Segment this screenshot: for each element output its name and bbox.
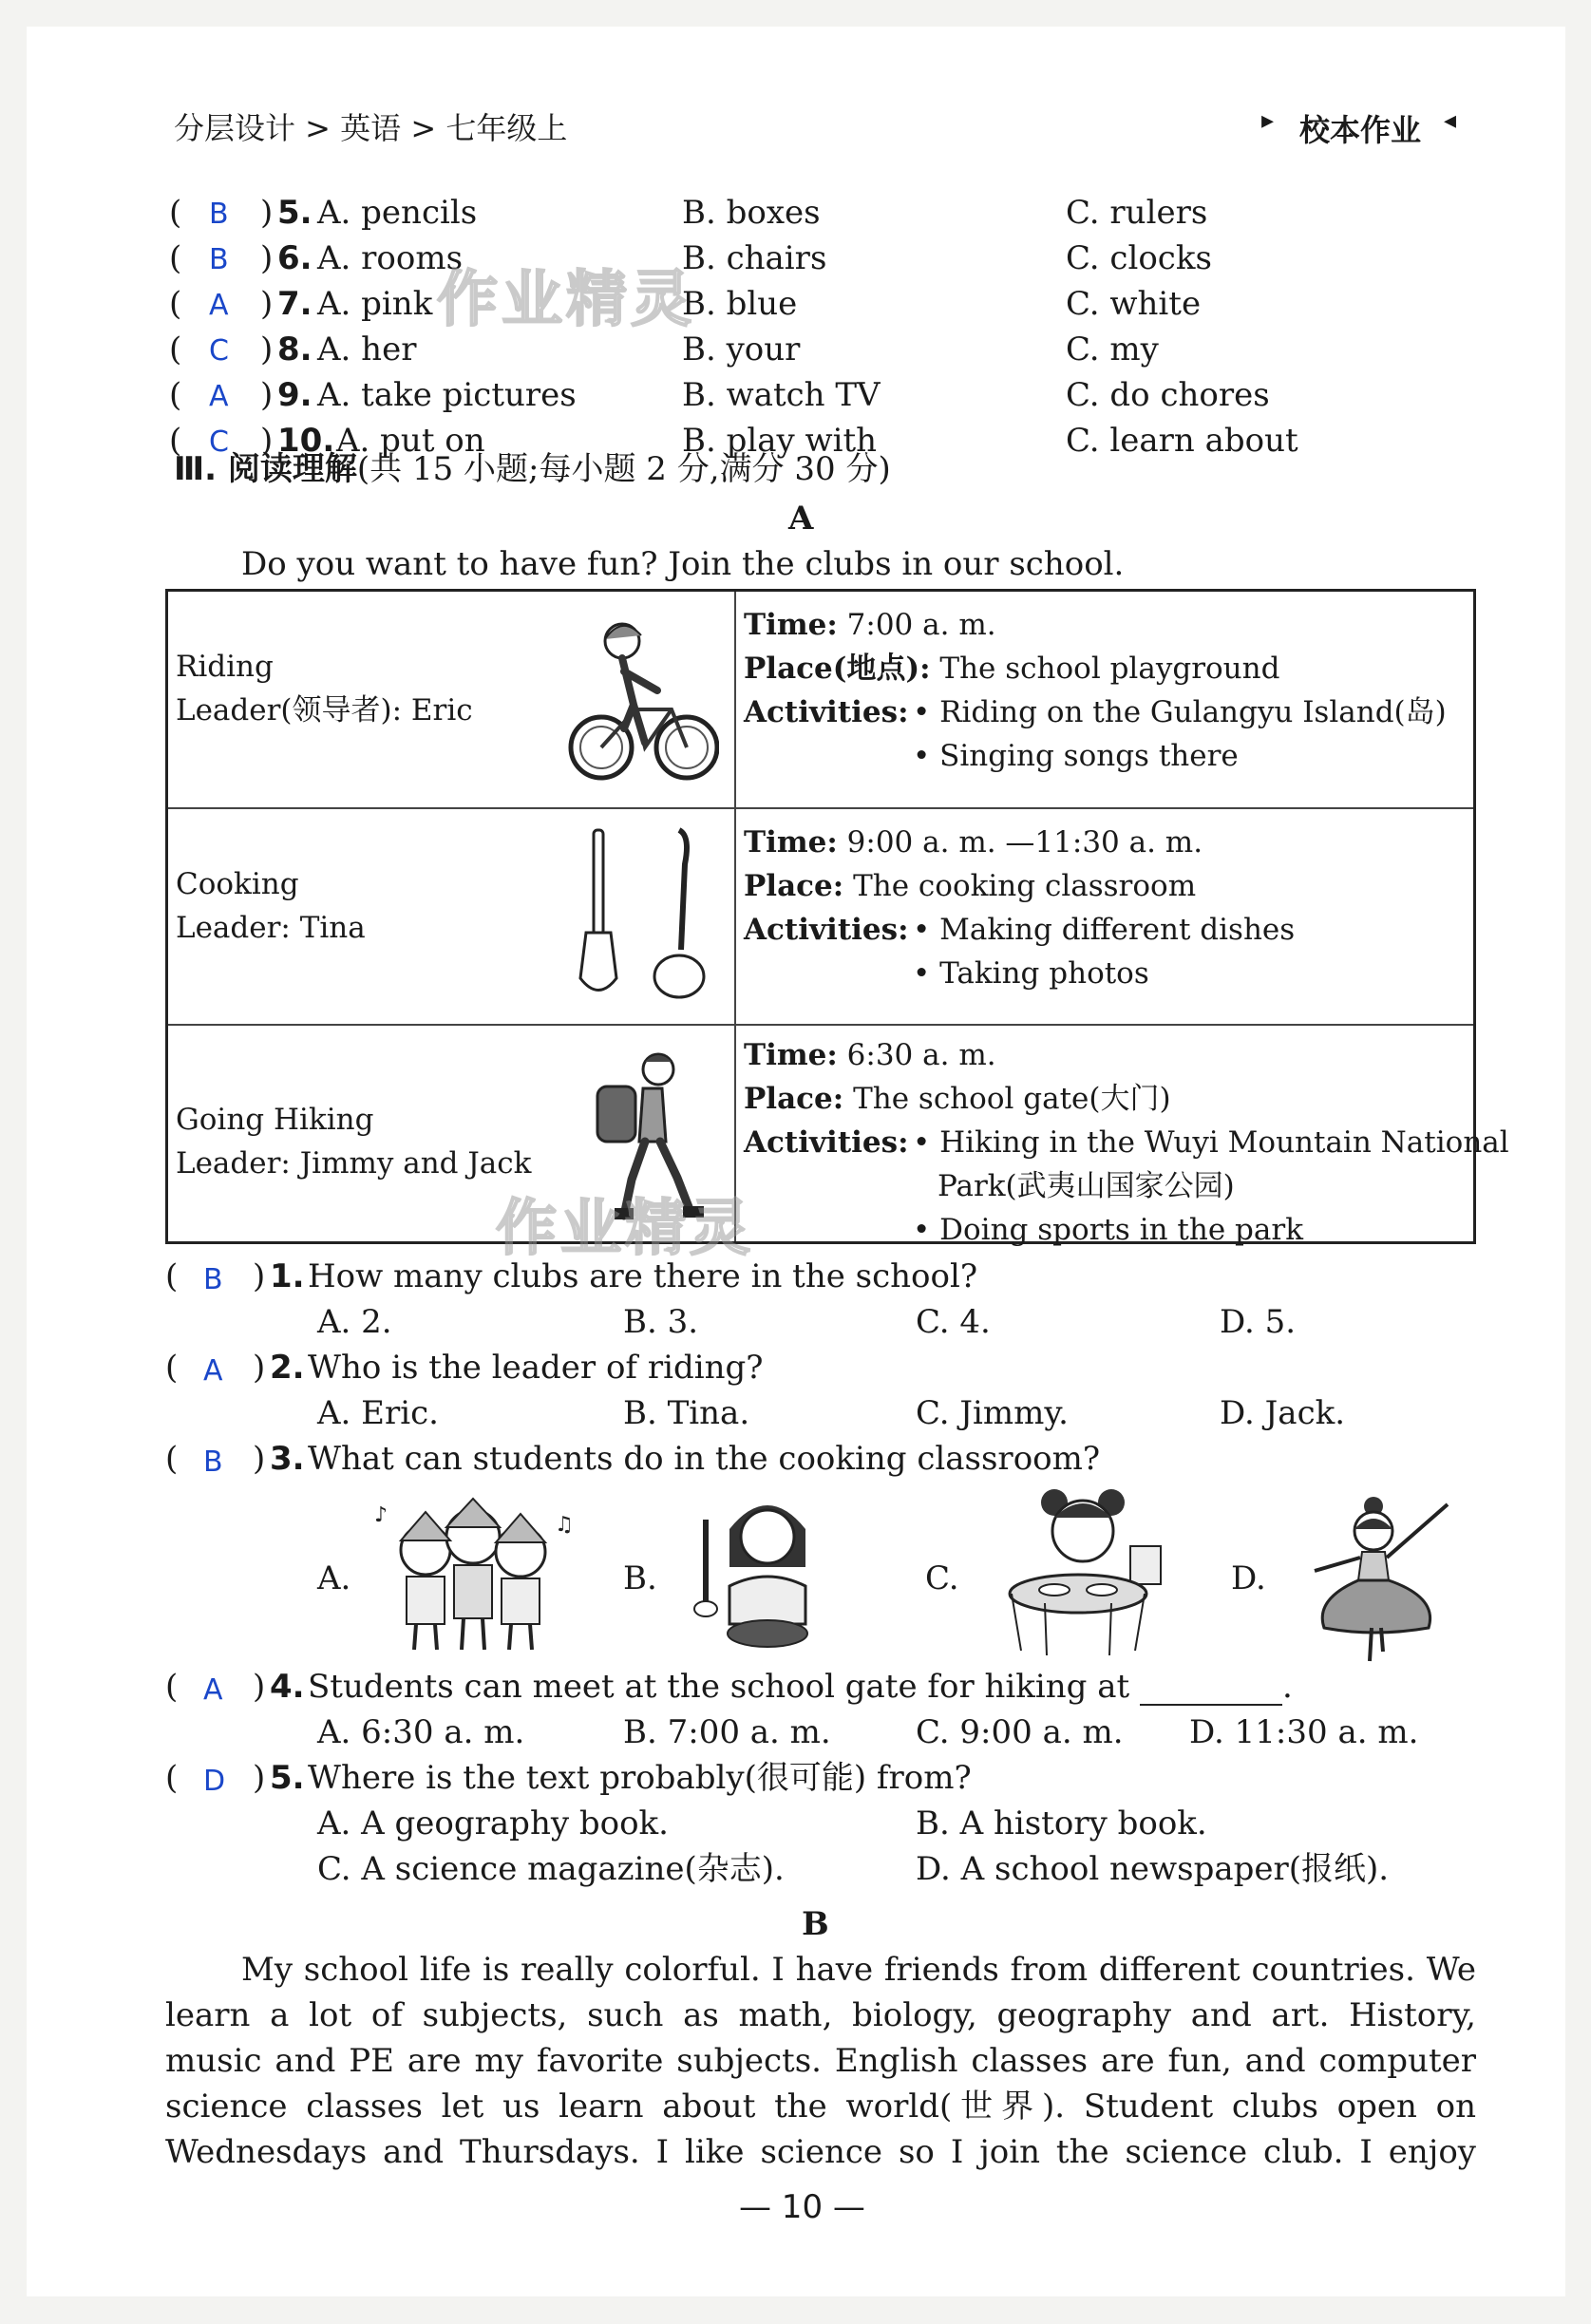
answer-letter: D	[203, 1765, 226, 1798]
answer-bracket-close: )	[260, 285, 274, 323]
item-number: 9.	[277, 376, 313, 414]
club-activity: • Singing songs there	[913, 739, 1239, 773]
answer-blank	[1140, 1675, 1282, 1706]
answer-bracket-open: (	[165, 1668, 179, 1706]
option: B. Tina.	[623, 1394, 750, 1432]
svg-text:♫: ♫	[555, 1513, 574, 1537]
answer-bracket-close: )	[253, 1349, 266, 1387]
section-heading: Ⅲ. 阅读理解	[174, 450, 357, 488]
club-place	[744, 864, 1196, 908]
paragraph-line: science classes let us learn about the world(世界). Student clubs open on	[165, 2088, 1476, 2126]
option-label: C.	[925, 1559, 959, 1597]
right-arrow-icon: ◂	[1444, 106, 1457, 135]
clubs-table	[165, 589, 1509, 1248]
workbook-page	[27, 27, 1565, 2296]
place-value: The school playground	[930, 652, 1280, 686]
answer-letter: A	[209, 289, 229, 322]
question-number: 4.	[270, 1668, 305, 1706]
option-c: C. clocks	[1066, 239, 1212, 277]
place-label: Place:	[744, 1082, 844, 1117]
club-time	[744, 603, 996, 647]
answer-letter: B	[209, 198, 229, 231]
item-number: 8.	[277, 331, 313, 368]
option-a: A. pencils	[317, 194, 478, 232]
time-label: Time:	[744, 824, 838, 860]
option-b: B. boxes	[682, 194, 821, 232]
question-text	[308, 1440, 1100, 1478]
answer-bracket-open: (	[169, 285, 182, 323]
option: A. 2.	[317, 1303, 392, 1341]
option: A. 6:30 a. m.	[317, 1713, 525, 1751]
option: B. 3.	[623, 1303, 699, 1341]
club-activity: • Taking photos	[913, 955, 1149, 991]
answer-bracket-open: (	[169, 331, 182, 368]
club-details-cell	[735, 591, 1475, 808]
singing-children-icon	[369, 1493, 578, 1654]
option-a: A. put on	[336, 422, 485, 460]
item-number: 5.	[277, 194, 313, 232]
question-stem: What can students do in the cooking classroom?	[308, 1440, 1101, 1478]
club-leader: Leader(领导者): Eric	[176, 693, 473, 727]
question-number: 3.	[270, 1440, 305, 1478]
option-b: B. watch TV	[682, 376, 881, 414]
section-note: (共 15 小题;每小题 2 分,满分 30 分)	[356, 450, 891, 488]
cooking-girl-icon	[691, 1482, 843, 1653]
item-number: 10.	[277, 422, 335, 460]
option: C. 4.	[916, 1303, 991, 1341]
option-b: B. your	[682, 331, 801, 368]
activities-label: Activities:	[744, 1125, 909, 1161]
option-b: B. blue	[682, 285, 798, 323]
spatula-ladle-icon	[567, 826, 719, 1007]
dancing-girl-icon	[1305, 1485, 1467, 1666]
question-stem: Students can meet at the school gate for hiking at	[308, 1668, 1130, 1706]
question-text	[308, 1257, 977, 1295]
page-number: — 10 —	[739, 2188, 865, 2226]
option-label: A.	[317, 1559, 351, 1597]
option: C. 9:00 a. m.	[916, 1713, 1124, 1751]
answer-letter: C	[209, 425, 229, 459]
svg-text:♪: ♪	[374, 1503, 388, 1527]
item-number: 6.	[277, 239, 313, 277]
answer-letter: B	[203, 1445, 223, 1479]
question-stem: Where is the text probably(很可能) from?	[308, 1759, 972, 1797]
watermark: 作业精灵	[437, 265, 695, 335]
club-activity: • Making different dishes	[913, 912, 1296, 947]
question-end: .	[1281, 1668, 1293, 1706]
item-number: 7.	[277, 285, 313, 323]
passage-b-letter: B	[802, 1905, 829, 1943]
club-name-cell	[167, 808, 736, 1026]
club-activity-cont: Park(武夷山国家公园)	[938, 1169, 1235, 1204]
club-name: Going Hiking	[176, 1103, 374, 1138]
option-c: C. rulers	[1066, 194, 1208, 232]
answer-bracket-open: (	[165, 1257, 179, 1295]
club-name-cell	[167, 591, 736, 808]
club-activity: • Riding on the Gulangyu Island(岛)	[913, 695, 1447, 729]
answer-bracket-close: )	[260, 194, 274, 232]
club-time	[744, 821, 1203, 864]
option: C. Jimmy.	[916, 1394, 1069, 1432]
option-a: A. rooms	[317, 239, 464, 277]
club-place	[744, 1077, 1171, 1121]
answer-bracket-close: )	[260, 239, 274, 277]
activities-label: Activities:	[744, 912, 909, 947]
table-row	[167, 808, 1475, 1026]
paragraph-line: Wednesdays and Thursdays. I like science so I join the science club. I enjoy	[165, 2133, 1476, 2171]
option-a: A. take pictures	[317, 376, 577, 414]
option-b: B. chairs	[682, 239, 827, 277]
eating-girl-icon	[988, 1480, 1168, 1660]
answer-bracket-close: )	[260, 422, 274, 460]
question-text	[308, 1759, 972, 1797]
cyclist-icon	[567, 614, 719, 785]
table-row	[167, 591, 1475, 808]
club-details-cell	[735, 1025, 1509, 1248]
answer-letter: B	[209, 243, 229, 276]
answer-bracket-close: )	[253, 1440, 266, 1478]
option-c: C. white	[1066, 285, 1202, 323]
club-activity: • Hiking in the Wuyi Mountain National	[913, 1125, 1509, 1161]
option-label: D.	[1231, 1559, 1266, 1597]
option: D. 5.	[1220, 1303, 1297, 1341]
question-text	[308, 1668, 1293, 1706]
option-label: B.	[623, 1559, 657, 1597]
question-number: 2.	[270, 1349, 305, 1387]
time-value: 9:00 a. m. —11:30 a. m.	[837, 824, 1203, 860]
option: A. Eric.	[317, 1394, 439, 1432]
watermark: 作业精灵	[496, 1194, 754, 1264]
time-value: 6:30 a. m.	[837, 1038, 996, 1073]
answer-bracket-close: )	[253, 1759, 266, 1797]
answer-bracket-open: (	[169, 239, 182, 277]
club-time	[744, 1033, 996, 1077]
option: B. 7:00 a. m.	[623, 1713, 831, 1751]
answer-letter: A	[209, 380, 229, 413]
answer-bracket-open: (	[169, 376, 182, 414]
answer-letter: B	[203, 1263, 223, 1296]
answer-bracket-close: )	[253, 1668, 266, 1706]
time-value: 7:00 a. m.	[837, 608, 996, 642]
club-activities-label	[744, 690, 909, 734]
section-tag: 校本作业	[1299, 112, 1422, 148]
place-label: Place(地点):	[744, 652, 931, 686]
place-label: Place:	[744, 868, 844, 903]
answer-bracket-close: )	[260, 331, 274, 368]
option: D. 11:30 a. m.	[1189, 1713, 1419, 1751]
club-activities-label	[744, 1121, 909, 1164]
answer-bracket-open: (	[165, 1349, 179, 1387]
option: D. Jack.	[1220, 1394, 1346, 1432]
activities-label: Activities:	[744, 695, 909, 729]
option: B. A history book.	[916, 1804, 1207, 1842]
question-text	[308, 1349, 763, 1387]
paragraph-line: My school life is really colorful. I have friends from different countries. We	[241, 1951, 1476, 1989]
place-value: The cooking classroom	[843, 868, 1197, 903]
answer-bracket-open: (	[169, 422, 182, 460]
answer-letter: A	[203, 1354, 223, 1388]
club-leader: Leader: Jimmy and Jack	[176, 1146, 532, 1181]
paragraph-line: music and PE are my favorite subjects. English classes are fun, and computer	[165, 2042, 1476, 2080]
club-leader: Leader: Tina	[176, 910, 366, 945]
answer-bracket-close: )	[260, 376, 274, 414]
place-value: The school gate(大门)	[843, 1082, 1171, 1117]
passage-a-letter: A	[788, 500, 814, 538]
answer-bracket-open: (	[165, 1759, 179, 1797]
option-a: A. her	[317, 331, 417, 368]
option-b: B. play with	[682, 422, 878, 460]
answer-letter: C	[209, 334, 229, 368]
option-c: C. learn about	[1066, 422, 1298, 460]
paragraph-line: learn a lot of subjects, such as math, biology, geography and art. History,	[165, 1996, 1476, 2034]
question-stem: How many clubs are there in the school?	[308, 1257, 978, 1295]
option-a: A. pink	[317, 285, 433, 323]
club-place	[744, 647, 1279, 690]
club-name: Riding	[176, 650, 274, 684]
breadcrumb: 分层设计 > 英语 > 七年级上	[174, 110, 568, 146]
option-c: C. my	[1066, 331, 1159, 368]
club-name: Cooking	[176, 866, 299, 901]
club-details-cell	[735, 808, 1475, 1026]
club-activity: • Doing sports in the park	[913, 1213, 1303, 1248]
option: A. A geography book.	[317, 1804, 669, 1842]
option: C. A science magazine(杂志).	[317, 1850, 785, 1888]
question-number: 1.	[270, 1257, 305, 1295]
left-arrow-icon: ▸	[1261, 106, 1275, 135]
option-c: C. do chores	[1066, 376, 1270, 414]
time-label: Time:	[744, 1038, 838, 1073]
answer-bracket-close: )	[253, 1257, 266, 1295]
option: D. A school newspaper(报纸).	[916, 1850, 1390, 1888]
answer-bracket-open: (	[165, 1440, 179, 1478]
question-stem: Who is the leader of riding?	[308, 1349, 764, 1387]
passage-a-intro: Do you want to have fun? Join the clubs in our school.	[241, 545, 1125, 583]
table-row	[167, 1025, 1475, 1242]
answer-bracket-open: (	[169, 194, 182, 232]
section-title	[174, 450, 891, 488]
question-number: 5.	[270, 1759, 305, 1797]
club-activities-label	[744, 908, 909, 952]
time-label: Time:	[744, 608, 838, 642]
answer-letter: A	[203, 1673, 223, 1707]
